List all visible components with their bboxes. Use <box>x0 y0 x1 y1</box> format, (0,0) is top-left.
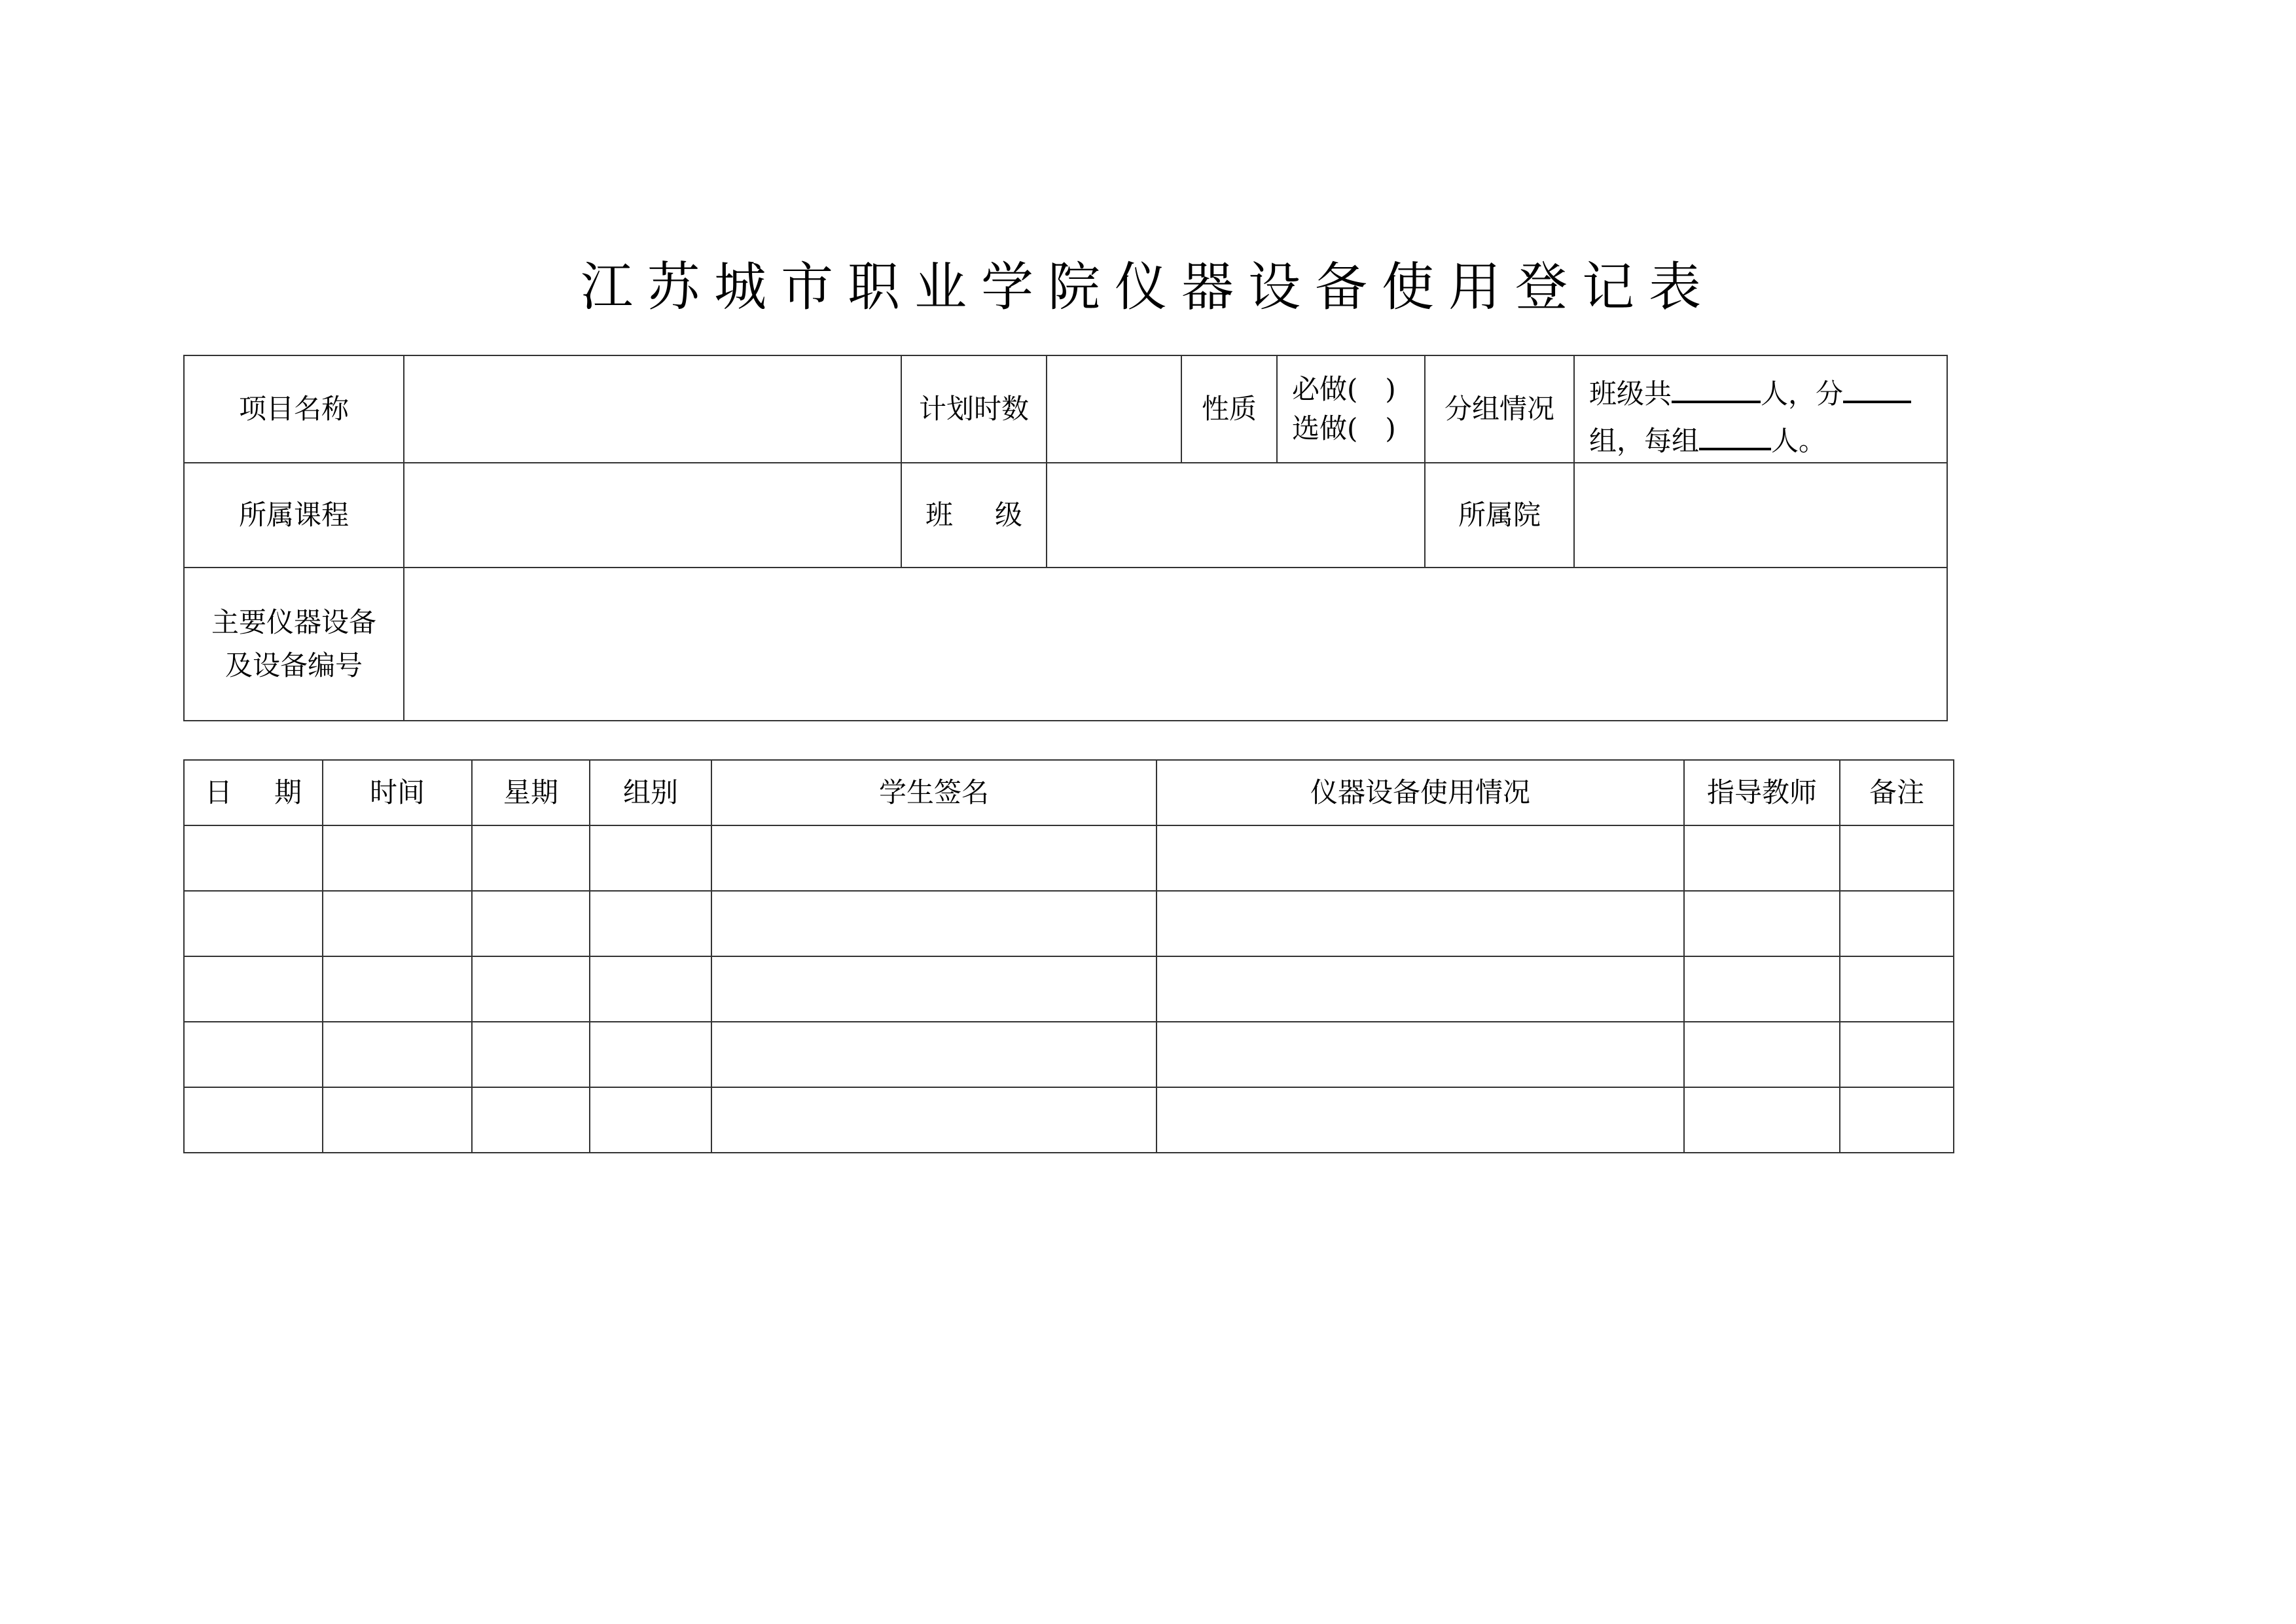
time-cell[interactable] <box>323 891 472 956</box>
student-signature-cell[interactable] <box>711 1022 1157 1087</box>
header-student-signature: 学生签名 <box>711 760 1157 825</box>
grouping-text-class-total: 班级共 <box>1589 378 1672 410</box>
header-group: 组别 <box>590 760 711 825</box>
class-label <box>901 463 1047 568</box>
group-cell[interactable] <box>590 1087 711 1153</box>
time-cell[interactable] <box>323 1087 472 1153</box>
instructor-cell[interactable] <box>1684 891 1840 956</box>
weekday-cell[interactable] <box>472 891 590 956</box>
date-cell[interactable] <box>184 1022 323 1087</box>
college-label: 所属院 <box>1425 463 1574 568</box>
instructor-cell[interactable] <box>1684 825 1840 891</box>
weekday-cell[interactable] <box>472 1022 590 1087</box>
course-field[interactable] <box>404 463 901 568</box>
equipment-label <box>184 568 404 721</box>
equipment-field[interactable] <box>404 568 1947 721</box>
equipment-usage-cell[interactable] <box>1157 825 1684 891</box>
equipment-label-line-1: 主要仪器设备 <box>211 606 376 638</box>
project-info-table <box>183 355 1948 721</box>
document-title: 江苏城市职业学院仪器设备使用登记表 <box>581 257 1715 317</box>
nature-optional-option[interactable]: 选做( ) <box>1292 412 1396 444</box>
planned-hours-label: 计划时数 <box>901 355 1047 463</box>
info-row-3 <box>184 568 1947 721</box>
date-cell[interactable] <box>184 956 323 1022</box>
group-count-blank[interactable] <box>1843 368 1911 403</box>
header-time: 时间 <box>323 760 472 825</box>
class-label-char-2: 级 <box>995 499 1023 531</box>
table-row <box>184 891 1954 956</box>
grouping-text-divide: 人，分 <box>1761 378 1844 410</box>
student-signature-cell[interactable] <box>711 1087 1157 1153</box>
grouping-line-1 <box>1589 368 1946 415</box>
header-date-char-2: 期 <box>274 776 302 808</box>
project-name-field[interactable] <box>404 355 901 463</box>
remarks-cell[interactable] <box>1840 1087 1954 1153</box>
date-cell[interactable] <box>184 891 323 956</box>
student-signature-cell[interactable] <box>711 891 1157 956</box>
remarks-cell[interactable] <box>1840 891 1954 956</box>
table-row <box>184 825 1954 891</box>
weekday-cell[interactable] <box>472 825 590 891</box>
equipment-usage-cell[interactable] <box>1157 1022 1684 1087</box>
weekday-cell[interactable] <box>472 1087 590 1153</box>
group-cell[interactable] <box>590 891 711 956</box>
instructor-cell[interactable] <box>1684 1087 1840 1153</box>
class-size-blank[interactable] <box>1672 368 1761 403</box>
student-signature-cell[interactable] <box>711 956 1157 1022</box>
group-size-blank[interactable] <box>1699 415 1771 450</box>
usage-log-table <box>183 759 1954 1153</box>
remarks-cell[interactable] <box>1840 825 1954 891</box>
nature-required-option[interactable]: 必做( ) <box>1292 373 1396 405</box>
log-body <box>184 825 1954 1153</box>
class-field[interactable] <box>1047 463 1425 568</box>
class-label-char-1: 班 <box>925 499 953 531</box>
header-instructor: 指导教师 <box>1684 760 1840 825</box>
time-cell[interactable] <box>323 1022 472 1087</box>
course-label: 所属课程 <box>184 463 404 568</box>
equipment-usage-cell[interactable] <box>1157 956 1684 1022</box>
header-remarks: 备注 <box>1840 760 1954 825</box>
header-weekday: 星期 <box>472 760 590 825</box>
info-row-2 <box>184 463 1947 568</box>
group-cell[interactable] <box>590 956 711 1022</box>
table-row <box>184 1022 1954 1087</box>
time-cell[interactable] <box>323 825 472 891</box>
info-row-1 <box>184 355 1947 463</box>
equipment-usage-cell[interactable] <box>1157 891 1684 956</box>
grouping-text-end: 人。 <box>1771 425 1827 457</box>
grouping-field[interactable] <box>1574 355 1947 463</box>
weekday-cell[interactable] <box>472 956 590 1022</box>
student-signature-cell[interactable] <box>711 825 1157 891</box>
instructor-cell[interactable] <box>1684 956 1840 1022</box>
remarks-cell[interactable] <box>1840 1022 1954 1087</box>
date-cell[interactable] <box>184 825 323 891</box>
group-cell[interactable] <box>590 825 711 891</box>
date-cell[interactable] <box>184 1087 323 1153</box>
grouping-text-per-group: 组，每组 <box>1589 425 1700 457</box>
grouping-label: 分组情况 <box>1425 355 1574 463</box>
header-equipment-usage: 仪器设备使用情况 <box>1157 760 1684 825</box>
table-row <box>184 1087 1954 1153</box>
nature-label: 性质 <box>1181 355 1277 463</box>
group-cell[interactable] <box>590 1022 711 1087</box>
header-date <box>184 760 323 825</box>
remarks-cell[interactable] <box>1840 956 1954 1022</box>
log-header-row <box>184 760 1954 825</box>
time-cell[interactable] <box>323 956 472 1022</box>
equipment-usage-cell[interactable] <box>1157 1087 1684 1153</box>
header-date-char-1: 日 <box>204 776 232 808</box>
college-field[interactable] <box>1574 463 1947 568</box>
instructor-cell[interactable] <box>1684 1022 1840 1087</box>
table-row <box>184 956 1954 1022</box>
equipment-label-line-2: 及设备编号 <box>224 649 363 681</box>
grouping-line-2 <box>1589 415 1946 462</box>
project-name-label: 项目名称 <box>184 355 404 463</box>
planned-hours-field[interactable] <box>1047 355 1181 463</box>
nature-options[interactable] <box>1277 355 1425 463</box>
